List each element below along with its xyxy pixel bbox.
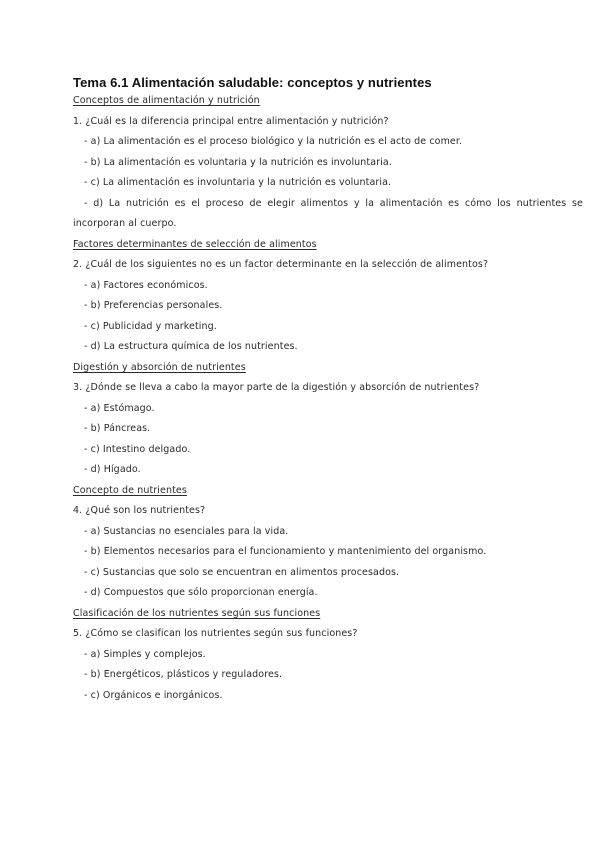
section-heading: Concepto de nutrientes xyxy=(73,484,187,496)
section-heading: Clasificación de los nutrientes según sus funciones xyxy=(73,607,321,619)
option-5b: - b) Energéticos, plásticos y reguladores. xyxy=(84,669,283,680)
option-1b: - b) La alimentación es voluntaria y la nutrición es involuntaria. xyxy=(84,156,392,168)
option-3b: - b) Páncreas. xyxy=(84,423,151,434)
option-4c: - c) Sustancias que solo se encuentran en alimentos procesados. xyxy=(84,566,400,578)
section-factores-determinantes xyxy=(73,235,583,358)
question-1: 1. ¿Cuál es la diferencia principal entre alimentación y nutrición? xyxy=(73,115,389,127)
section-heading: Digestión y absorción de nutrientes xyxy=(73,361,246,373)
option-3a: - a) Estómago. xyxy=(84,402,155,414)
document-content xyxy=(73,74,583,706)
section-clasificacion-nutrientes xyxy=(73,604,583,707)
question-2: 2. ¿Cuál de los siguientes no es un factor determinante en la selección de alimentos? xyxy=(73,259,489,270)
option-5a: - a) Simples y complejos. xyxy=(84,648,206,660)
option-2d: - d) La estructura química de los nutrientes. xyxy=(84,341,298,352)
question-3: 3. ¿Dónde se lleva a cabo la mayor parte de la digestión y absorción de nutrientes? xyxy=(73,382,480,393)
option-3c: - c) Intestino delgado. xyxy=(84,443,191,455)
option-4d: - d) Compuestos que sólo proporcionan energía. xyxy=(84,587,318,598)
option-2c: - c) Publicidad y marketing. xyxy=(84,320,217,332)
option-1a: - a) La alimentación es el proceso biológico y la nutrición es el acto de comer. xyxy=(84,136,463,147)
section-alimentacion-nutricion xyxy=(73,91,583,235)
question-5: 5. ¿Cómo se clasifican los nutrientes según sus funciones? xyxy=(73,628,358,639)
option-5c: - c) Orgánicos e inorgánicos. xyxy=(84,689,223,701)
option-4a: - a) Sustancias no esenciales para la vida. xyxy=(84,525,289,537)
option-1c: - c) La alimentación es involuntaria y la nutrición es voluntaria. xyxy=(84,177,392,188)
section-concepto-nutrientes xyxy=(73,481,583,604)
section-heading: Conceptos de alimentación y nutrición xyxy=(73,95,260,106)
option-2b: - b) Preferencias personales. xyxy=(84,300,223,311)
section-digestion-absorcion xyxy=(73,358,583,481)
section-heading: Factores determinantes de selección de alimentos xyxy=(73,238,317,250)
question-4: 4. ¿Qué son los nutrientes? xyxy=(73,505,206,516)
option-1d: - d) La nutrición es el proceso de elegir alimentos y la alimentación es cómo los nutrientes se incorporan al cuerpo. xyxy=(73,197,583,229)
option-3d: - d) Hígado. xyxy=(84,464,141,475)
option-4b: - b) Elementos necesarios para el funcionamiento y mantenimiento del organismo. xyxy=(84,546,487,557)
option-2a: - a) Factores económicos. xyxy=(84,279,208,291)
page-title: Tema 6.1 Alimentación saludable: conceptos y nutrientes xyxy=(73,75,432,90)
